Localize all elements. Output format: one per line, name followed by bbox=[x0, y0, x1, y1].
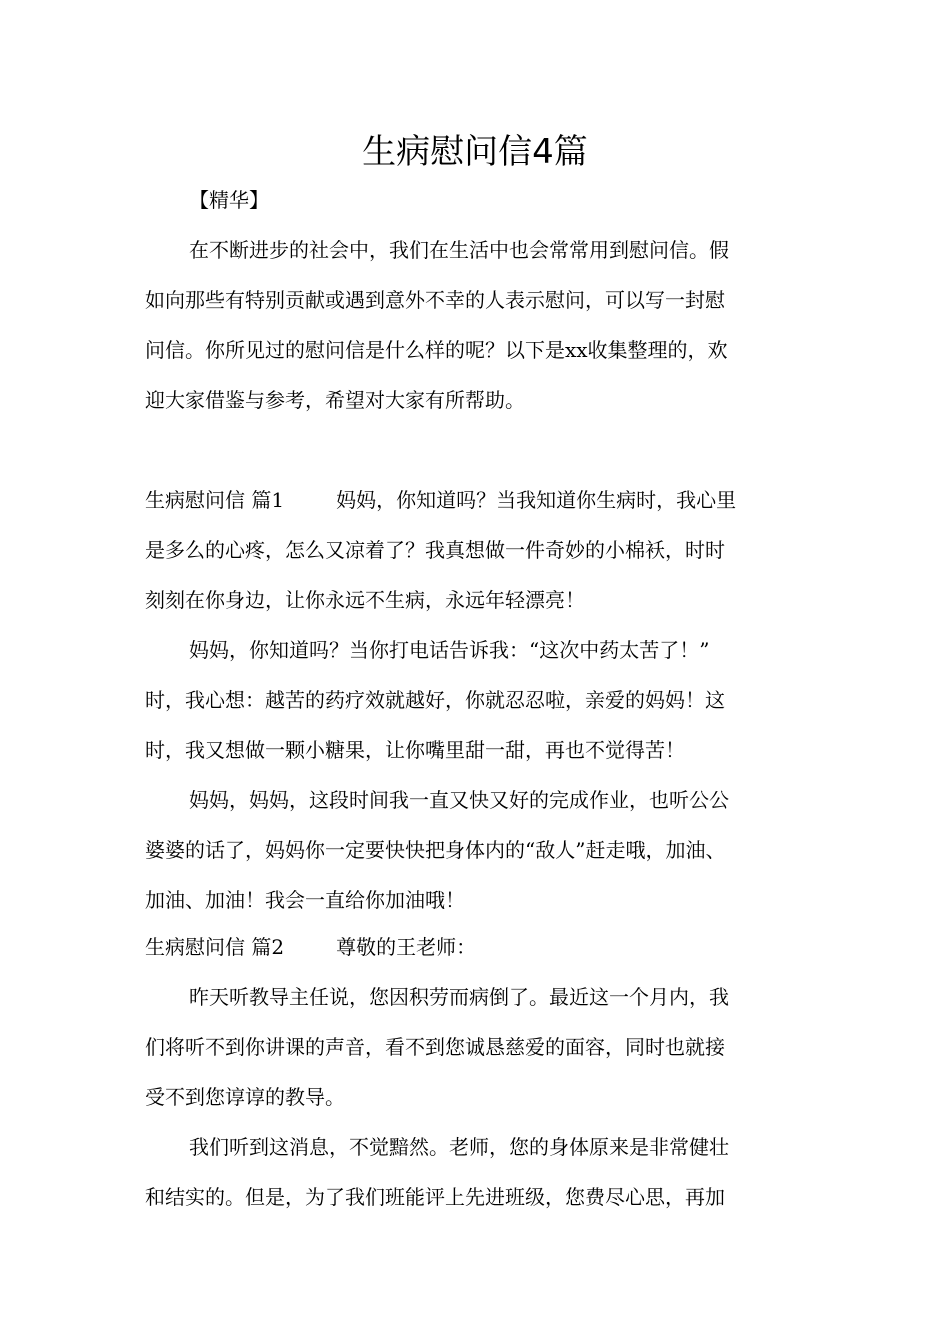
section-1-line-5: 时，我心想：越苦的药疗效就越好，你就忍忍啦，亲爱的妈妈！这 bbox=[145, 688, 725, 712]
section-1-line-2: 是多么的心疼，怎么又凉着了？我真想做一件奇妙的小棉袄，时时 bbox=[145, 538, 725, 562]
tag-label: 【精华】 bbox=[189, 188, 269, 212]
section-2-line-2: 昨天听教导主任说，您因积劳而病倒了。最近这一个月内，我 bbox=[189, 985, 729, 1009]
intro-line-2: 如向那些有特别贡献或遇到意外不幸的人表示慰问，可以写一封慰 bbox=[145, 288, 725, 312]
section-2-line-3: 们将听不到你讲课的声音，看不到您诚恳慈爱的面容，同时也就接 bbox=[145, 1035, 725, 1059]
section-2-line-4: 受不到您谆谆的教导。 bbox=[145, 1085, 345, 1109]
document-title: 生病慰问信4篇 bbox=[362, 132, 588, 172]
section-1-line-3: 刻刻在你身边，让你永远不生病，永远年轻漂亮！ bbox=[145, 588, 585, 612]
section-1-first-line bbox=[145, 475, 825, 525]
section-2-line-5: 我们听到这消息，不觉黯然。老师，您的身体原来是非常健壮 bbox=[189, 1135, 729, 1159]
section-1-heading: 生病慰问信 篇1 bbox=[145, 488, 285, 512]
section-2-line-6: 和结实的。但是，为了我们班能评上先进班级，您费尽心思，再加 bbox=[145, 1185, 725, 1209]
section-2-first-line bbox=[145, 922, 825, 972]
section-1-line-6: 时，我又想做一颗小糖果，让你嘴里甜一甜，再也不觉得苦！ bbox=[145, 738, 685, 762]
intro-line-1: 在不断进步的社会中，我们在生活中也会常常用到慰问信。假 bbox=[189, 238, 729, 262]
section-1-line-4: 妈妈，你知道吗？当你打电话告诉我：“这次中药太苦了！” bbox=[189, 638, 710, 662]
section-1-line-9: 加油、加油！我会一直给你加油哦！ bbox=[145, 888, 465, 912]
section-2-salutation: 尊敬的王老师： bbox=[336, 935, 477, 959]
intro-line-3: 问信。你所见过的慰问信是什么样的呢？以下是xx收集整理的，欢 bbox=[145, 338, 728, 362]
section-1-line-7: 妈妈，妈妈，这段时间我一直又快又好的完成作业，也听公公 bbox=[189, 788, 729, 812]
section-2-heading: 生病慰问信 篇2 bbox=[145, 935, 285, 959]
intro-line-4: 迎大家借鉴与参考，希望对大家有所帮助。 bbox=[145, 388, 525, 412]
section-1-line-8: 婆婆的话了，妈妈你一定要快快把身体内的“敌人”赶走哦，加油、 bbox=[145, 838, 726, 862]
section-1-text-start: 妈妈，你知道吗？当我知道你生病时，我心里 bbox=[336, 488, 737, 512]
